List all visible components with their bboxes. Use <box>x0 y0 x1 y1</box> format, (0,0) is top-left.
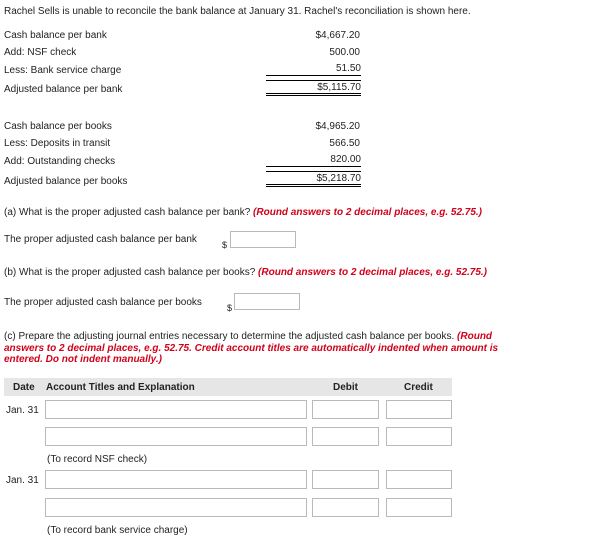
entry-note: (To record NSF check) <box>47 454 148 465</box>
account-title-input[interactable] <box>45 470 307 489</box>
books-row-amount: 566.50 <box>329 138 360 149</box>
credit-input[interactable] <box>386 470 452 489</box>
question-c-instruction: (Round <box>457 331 493 342</box>
dollar-sign: $ <box>227 303 233 313</box>
dollar-sign: $ <box>222 240 228 250</box>
question-c-instruction-line2: answers to 2 decimal places, e.g. 52.75. Credit account titles are automatically indented when amount is <box>4 343 499 354</box>
account-title-input[interactable] <box>45 427 307 446</box>
debit-input[interactable] <box>312 400 379 419</box>
books-row-label: Adjusted balance per books <box>4 176 128 187</box>
header-credit: Credit <box>404 382 433 393</box>
entry-date: Jan. 31 <box>6 475 39 486</box>
bank-row-amount: $4,667.20 <box>315 30 360 41</box>
books-row-label: Add: Outstanding checks <box>4 156 116 167</box>
question-b-instruction: (Round answers to 2 decimal places, e.g. 52.75.) <box>258 267 488 278</box>
account-title-input[interactable] <box>45 498 307 517</box>
answer-b-label: The proper adjusted cash balance per books <box>4 297 202 308</box>
books-row-label: Less: Deposits in transit <box>4 138 111 149</box>
question-c <box>4 331 492 342</box>
intro-text: Rachel Sells is unable to reconcile the bank balance at January 31. Rachel's reconciliation is shown here. <box>4 6 471 17</box>
credit-input[interactable] <box>386 400 452 419</box>
books-row-label: Cash balance per books <box>4 121 112 132</box>
header-date: Date <box>13 382 35 393</box>
entry-date: Jan. 31 <box>6 405 39 416</box>
debit-input[interactable] <box>312 427 379 446</box>
question-c-text: (c) Prepare the adjusting journal entries necessary to determine the adjusted cash balance per books. <box>4 331 455 342</box>
bank-row-amount: $5,115.70 <box>266 80 361 96</box>
header-debit: Debit <box>333 382 358 393</box>
books-row-amount: $4,965.20 <box>315 121 360 132</box>
question-a-instruction: (Round answers to 2 decimal places, e.g. 52.75.) <box>253 207 483 218</box>
debit-input[interactable] <box>312 498 379 517</box>
journal-table-header <box>4 378 452 396</box>
bank-row-label: Less: Bank service charge <box>4 65 122 76</box>
question-a <box>4 207 482 218</box>
bank-row-label: Adjusted balance per bank <box>4 84 123 95</box>
adjusted-books-balance-input[interactable] <box>234 293 300 310</box>
books-row-amount: $5,218.70 <box>266 171 361 187</box>
question-b <box>4 267 487 278</box>
bank-row-amount: 51.50 <box>266 63 361 76</box>
bank-row-label: Add: NSF check <box>4 47 77 58</box>
question-b-text: (b) What is the proper adjusted cash balance per books? <box>4 267 256 278</box>
header-account: Account Titles and Explanation <box>46 382 195 393</box>
bank-row-label: Cash balance per bank <box>4 30 107 41</box>
books-row-amount: 820.00 <box>266 154 361 167</box>
credit-input[interactable] <box>386 498 452 517</box>
credit-input[interactable] <box>386 427 452 446</box>
entry-note: (To record bank service charge) <box>47 525 188 536</box>
account-title-input[interactable] <box>45 400 307 419</box>
question-c-instruction-line3: entered. Do not indent manually.) <box>4 354 162 365</box>
debit-input[interactable] <box>312 470 379 489</box>
question-a-text: (a) What is the proper adjusted cash balance per bank? <box>4 207 251 218</box>
adjusted-bank-balance-input[interactable] <box>230 231 296 248</box>
bank-row-amount: 500.00 <box>329 47 360 58</box>
answer-a-label: The proper adjusted cash balance per bank <box>4 234 197 245</box>
